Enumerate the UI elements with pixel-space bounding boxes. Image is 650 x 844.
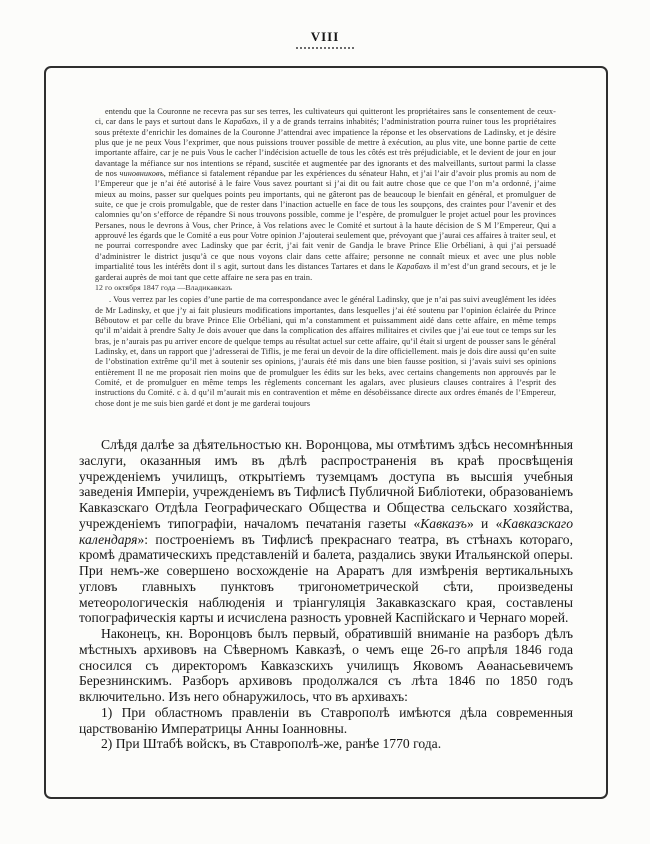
main-list-item-1: 1) При областномъ правленіи въ Ставрополѣ имѣются дѣла современныя царствованію Императрицы Анны Іоанновны. bbox=[79, 704, 573, 736]
letter-paragraph-2: . Vous verrez par les copies d’une partie de ma correspondance avec le général Ladinsky, que je n’ai pas suivi aveuglément les idées de Mr Ladinsky, et que j’y ai fait plusieurs modifications importantes, dans lesquelles j’ai été soutenu par l’opinion éclairée du Prince Béboutow et par celle du brave Prince Elie Orbéliani, qui m’a constamment et puissamment aidé dans cette affaire, en même temps qu’il m’aidait à prendre Salty Je dois avouer que dans la complication des affaires militaires et civiles que j’ai eue tout ce temps sur les bras, je n’aurais pas pu arriver encore de quelque temps au résultat actuel sur cette affaire, qu’il était si urgent de pousser sans le général Ladinsky, et, dans un rapport que j’adresserai de Tiflis, je me ferai un devoir de la dire officiellement. mais je dois dire aussi qu’en suite de l’obstination extrême qu’il met à soutenir ses opinions, j’aurais été mis dans une bien fausse position, si j’avais suivi ses opinions entièrement Il ne me proposait rien moins que de promulguer les édits sur les beks, avec certains changements non approuvés par le Comité, et de promulguer en même temps les règlements concernant les agalars, avec plusieurs clauses contraires à l’esprit des instructions du Comité. c à. d qu’il m’aurait mis en contravention et même en désobéissance directe aux ordres émanés de l’Empereur, chose dont je me suis bien gardé et dont je me garderai toujours bbox=[95, 295, 556, 408]
main-paragraph-1: Слѣдя далѣе за дѣятельностью кн. Воронцова, мы отмѣтимъ здѣсь несомнѣнныя заслуги, оказанныя имъ въ дѣлѣ распространенія въ краѣ просвѣщенія учрежденіемъ училищъ, открытіемъ туземцамъ доступа въ высшія учебныя заведенія Имперіи, учрежденіемъ въ Тифлисѣ Публичной Библіотеки, образованіемъ Кавказскаго Отдѣла Географическаго Общества и Общества сельскаго хозяйства, учрежденіемъ типографіи, началомъ печатанія газеты «Кавказъ» и «Кавказскаго календаря»: построеніемъ въ Тифлисѣ прекраснаго театра, въ стѣнахъ котораго, кромѣ драматическихъ представленій и балета, раздались звуки Итальянской оперы. При немъ-же совершено восхожденіе на Араратъ для измѣренія вертикальныхъ угловъ главныхъ пунктовъ тригонометрической сѣти, произведены метеорологическія наблюденія и тріангуляція Закавказскаго края, составлены топографическія карты и исчислена разность уровней Каспійскаго и Чернаго морей. bbox=[79, 437, 573, 626]
main-paragraph-2: Наконецъ, кн. Воронцовъ былъ первый, обратившій вниманіе на разборъ дѣлъ мѣстныхъ архивовъ на Сѣверномъ Кавказѣ, о чемъ еще 26-го апрѣля 1846 года сносился съ директоромъ Кавказскихъ училищъ Яковомъ Аѳанасьевичемъ Березнинскимъ. Разборъ архивовъ продолжался съ лѣта 1846 по 1850 годъ включительно. Изъ него обнаружилось, что въ архивахъ: bbox=[79, 626, 573, 704]
main-text bbox=[79, 437, 573, 752]
page-number: VIII bbox=[310, 29, 340, 44]
main-list-item-2: 2) При Штабѣ войскъ, въ Ставрополѣ-же, ранѣе 1770 года. bbox=[101, 736, 442, 752]
ornament-rule bbox=[296, 47, 354, 49]
letter-paragraph-1: entendu que la Couronne ne recevra pas sur ses terres, les cultivateurs qui quitteront les propriétaires sans le consentement de ceux-ci, car dans le pays et surtout dans le Карабахъ, il y a de grands terrains inhabités; l’administration pourra ruiner tous les propriétaires sous prétexte d’enrichir les domaines de la Couronne J’attendrai avec impatience la réponse et les observations de Ladinsky, et je désire plus que je ne peux Vous l’exprimer, que nous puissions trouver possible de mettre à exécution, au plus vite, une bonne partie de cette importante affaire, car je ne puis Vous le cacher l’indécision actuelle de tous les côtés est très préjudiciable, et le devient de jour en jour davantage la méfiance sur nos intentions se répand, suscitée et augmentée par des ignorants et des malveillants, surtout parmi la classe de nos чиновниковъ, méfiance si fatalement répandue par les expériences du sénateur Hahn, et j’ai l’air d’avoir plus promis au nom de l’Empereur que je n’ai été autorisé à le faire Vous savez pourtant si j’ai dit ou fait autre chose que ce que l’on m’a ordonné, j’aime mieux au moins, passer sur quelques points peu importants, qui ne gâteront pas de beaucoup le bienfait en général, et promulguer de suite, ce que je crois promulgable, que de rester dans l’inaction actuelle en face de tous les soupçons, des craintes pour l’avenir et des calomnies qu’on s’efforce de répandre Si nous trouvons possible, comme je l’espère, de promulguer le projet actuel pour les provinces Persanes, nous le devrons à Vous, cher Prince, à Vos relations avec le Comité et surtout à la haute décision de S M l’Empereur, Qui a approuvé les égards que le Comité a eus pour Votre opinion J’ajouterai seulement que, prévoyant que j’aurai ces affaires à traiter seul, et ne pourrai correspondre avec Ladinsky que par écrit, j’ai fait venir de Gandja le brave Prince Elie Orbéliani, à qui j’ai persuadé d’administrer le district jusqu’à ce que nous voyons clair dans cette affaire; personne ne connaît mieux et avec une plus noble impartialité tous les intérêts dont il s agit, surtout dans les distances Tartares et dans le Карабахъ il m’est d’un grand secours, et je le garderai auprès de moi tant que cette affaire ne sera pas en train. bbox=[95, 107, 556, 282]
letter-dateline: 12 го октября 1847 года —Владикавказъ bbox=[95, 282, 233, 292]
page-header bbox=[0, 29, 650, 49]
letter-excerpt bbox=[95, 107, 556, 409]
